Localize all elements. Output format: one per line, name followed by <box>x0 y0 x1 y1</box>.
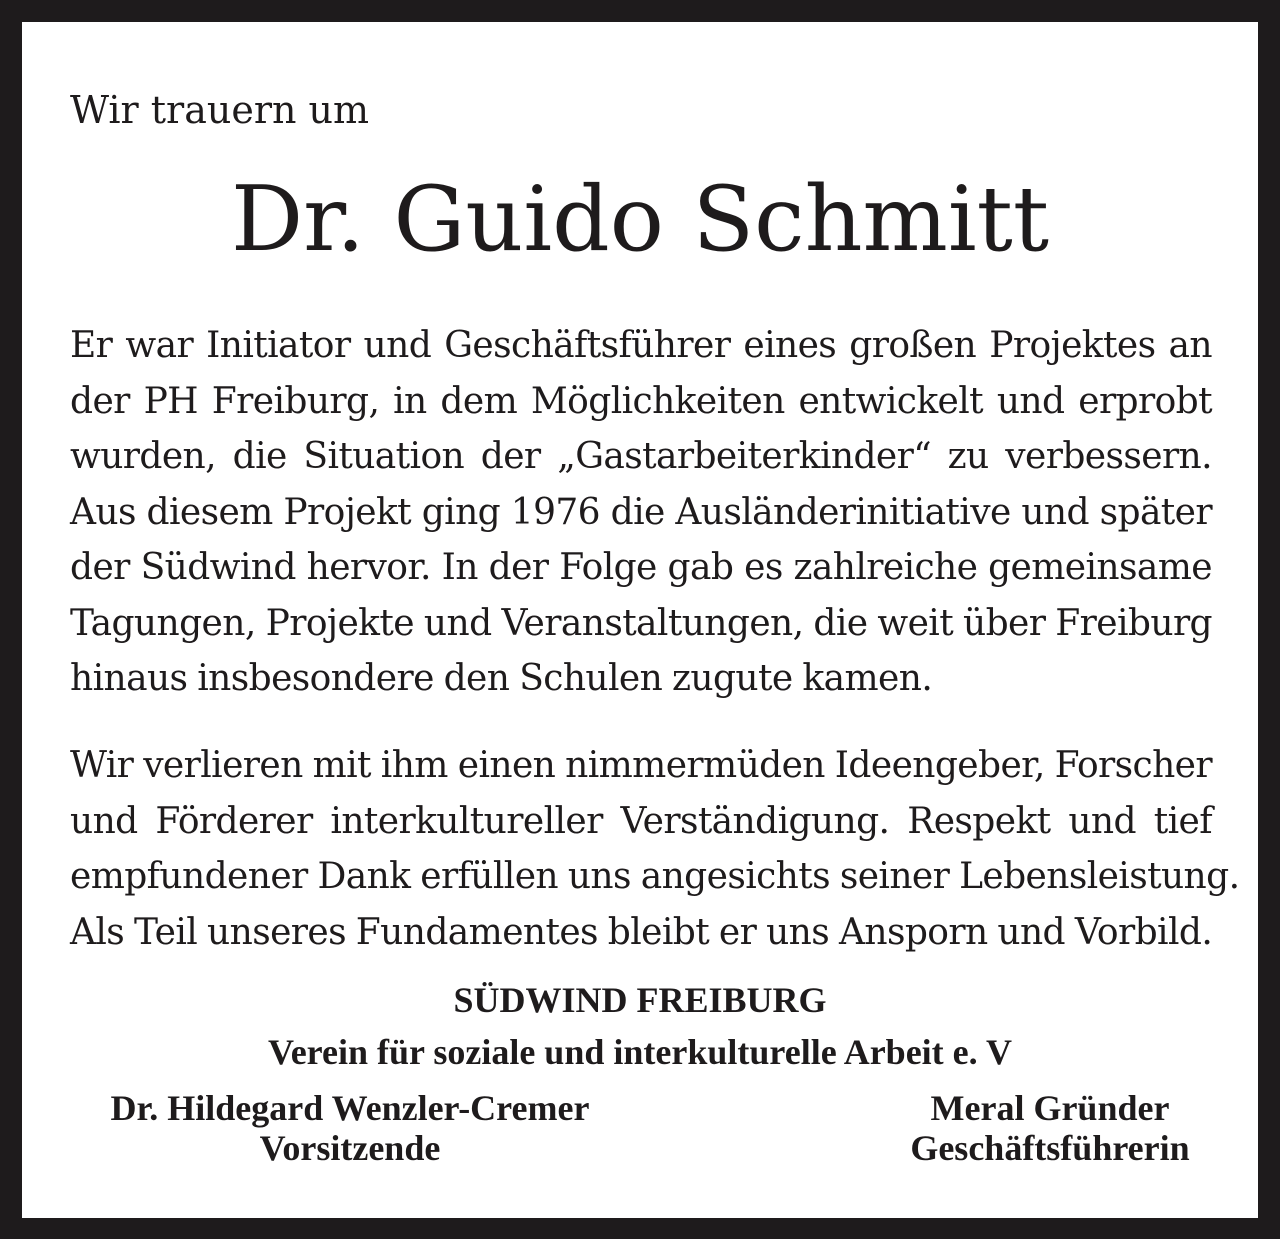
signatory-right-role: Geschäftsführerin <box>910 1128 1190 1168</box>
text-line: und Förderer interkultureller Verständigung. Respekt und tief <box>70 800 1212 842</box>
tribute-paragraph-1 <box>70 318 1212 707</box>
text-line: Wir verlieren mit ihm einen nimmermüden Ideengeber, Forscher <box>70 745 1212 786</box>
text-line: Tagungen, Projekte und Veranstaltungen, die weit über Freiburg <box>70 602 1212 644</box>
signatory-right-name: Meral Gründer <box>930 1088 1170 1128</box>
signatory-left-role: Vorsitzende <box>259 1128 441 1168</box>
text-line: hinaus insbesondere den Schulen zugute kamen. <box>70 658 933 699</box>
text-line: empfundener Dank erfüllen uns angesichts seiner Lebensleistung. <box>70 856 1240 897</box>
text-line: Er war Initiator und Geschäftsführer eines großen Projektes an <box>70 325 1212 366</box>
text-line: Als Teil unseres Fundamentes bleibt er uns Ansporn und Vorbild. <box>70 911 1213 953</box>
text-line: der Südwind hervor. In der Folge gab es zahlreiche gemeinsame <box>70 547 1212 588</box>
text-line: wurden, die Situation der „Gastarbeiterkinder“ zu verbessern. <box>70 436 1212 477</box>
intro-text: Wir trauern um <box>70 88 370 132</box>
deceased-name: Dr. Guido Schmitt <box>230 167 1050 272</box>
organization-name: SÜDWIND FREIBURG <box>453 980 827 1020</box>
signatory-right <box>882 1088 1218 1168</box>
signatory-left-name: Dr. Hildegard Wenzler-Cremer <box>110 1088 590 1128</box>
obituary-notice <box>22 22 1258 1218</box>
tribute-paragraph-2 <box>70 738 1240 960</box>
organization-subtitle: Verein für soziale und interkulturelle Arbeit e. V <box>268 1032 1012 1072</box>
text-line: der PH Freiburg, in dem Möglichkeiten entwickelt und erprobt <box>70 380 1212 422</box>
signatory-left <box>70 1088 630 1168</box>
text-line: Aus diesem Projekt ging 1976 die Ausländerinitiative und später <box>70 491 1212 533</box>
